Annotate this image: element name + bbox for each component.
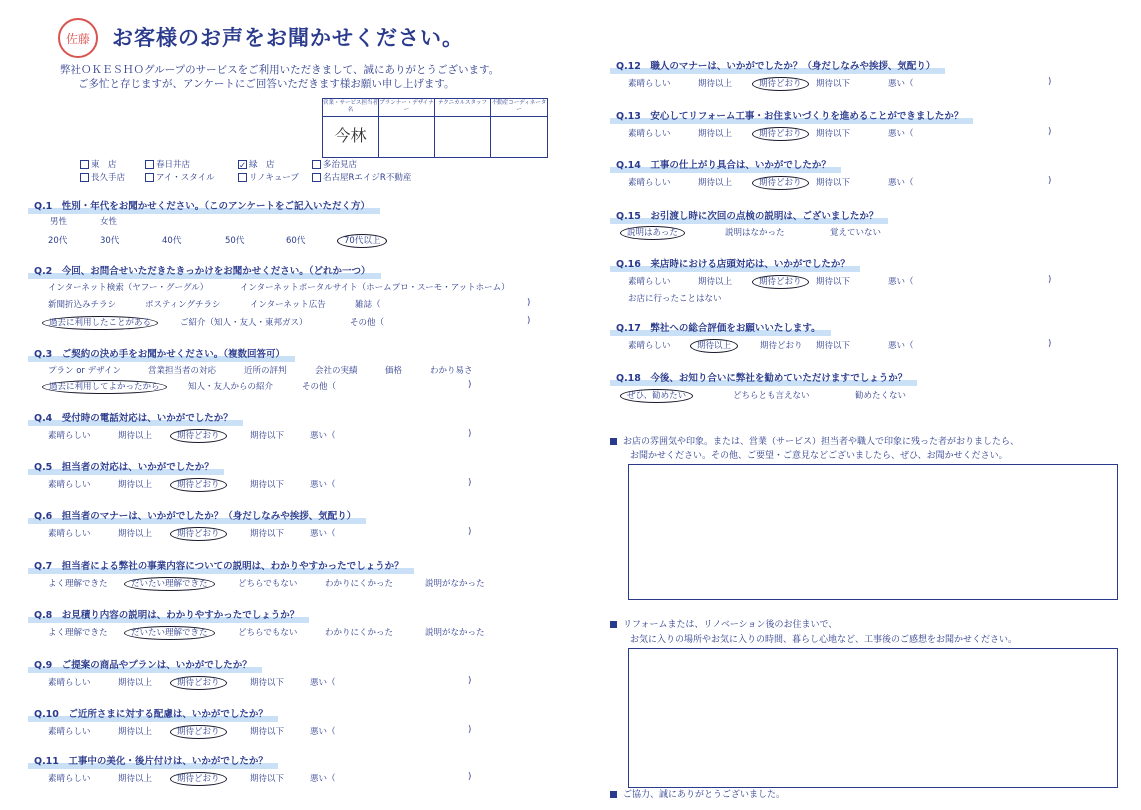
staff-header: 営業・サービス担当者名 — [323, 99, 379, 117]
staff-table — [322, 98, 548, 158]
option[interactable]: インターネットポータルサイト（ホームプロ・スーモ・アットホーム） — [240, 283, 510, 293]
option-selected[interactable]: 期待どおり — [178, 772, 219, 784]
option[interactable]: 素晴らしい — [628, 129, 671, 139]
option[interactable]: わかりにくかった — [325, 628, 394, 638]
option-selected[interactable]: 期待どおり — [178, 676, 219, 688]
option[interactable]: インターネット検索（ヤフー・グーグル） — [48, 283, 209, 293]
staff-header: テクニカルスタッフ — [435, 99, 491, 117]
option[interactable]: 期待以下 — [250, 727, 285, 737]
option[interactable]: よく理解できた — [48, 628, 108, 638]
question-title: Q.17 弊社への総合評価をお願いいたします。 — [616, 320, 821, 334]
question-title: Q.9 ご提案の商品やプランは、いかがでしたか？ — [34, 657, 252, 671]
option[interactable]: 悪い（ — [888, 129, 914, 139]
option[interactable]: 近所の評判 — [244, 366, 287, 376]
option[interactable]: 悪い（ — [888, 79, 914, 89]
question-title: Q.10 ご近所さまに対する配慮は、いかがでしたか？ — [34, 706, 268, 720]
store-checkbox[interactable]: 春日井店 — [145, 158, 190, 170]
option-selected[interactable]: 期待どおり — [760, 127, 801, 139]
option[interactable]: 素晴らしい — [628, 79, 671, 89]
paren: ) — [468, 478, 472, 488]
option[interactable]: 女性 — [100, 217, 118, 227]
option[interactable]: 悪い（ — [310, 431, 336, 441]
option-selected[interactable]: ぜひ、勧めたい — [628, 389, 685, 401]
option[interactable]: 30代 — [100, 236, 120, 246]
paren: ) — [1048, 77, 1052, 87]
question-title: Q.11 工事中の美化・後片付けは、いかがでしたか？ — [34, 753, 268, 767]
question-title: Q.15 お引渡し時に次回の点検の説明は、ございましたか？ — [616, 208, 878, 222]
option[interactable]: どちらとも言えない — [733, 391, 810, 401]
staff-sales-field[interactable]: 今林 — [323, 117, 379, 157]
option[interactable]: 期待以下 — [250, 774, 285, 784]
option[interactable]: 説明がなかった — [425, 579, 485, 589]
store-checkbox[interactable]: 多治見店 — [312, 158, 357, 170]
question-title: Q.6 担当者のマナーは、いかがでしたか？（身だしなみや挨拶、気配り） — [34, 508, 356, 522]
option[interactable]: 素晴らしい — [48, 431, 91, 441]
option[interactable]: 悪い（ — [888, 341, 914, 351]
option[interactable]: 男性 — [50, 217, 68, 227]
option[interactable]: 40代 — [162, 236, 182, 246]
paren: ) — [1048, 176, 1052, 186]
option-selected[interactable]: 期待どおり — [178, 527, 219, 539]
option[interactable]: その他（ — [302, 382, 337, 392]
option-selected[interactable]: 説明はあった — [628, 226, 677, 238]
option[interactable]: 価格 — [385, 366, 403, 376]
option[interactable]: 雑誌（ — [355, 300, 381, 310]
option-selected[interactable]: 過去に利用してよかったから — [50, 380, 159, 392]
paren: ) — [468, 380, 472, 390]
staff-header: プランナー・デザイナー — [379, 99, 435, 117]
freetext-box-2[interactable] — [628, 648, 1118, 788]
paren: ) — [468, 676, 472, 686]
option[interactable]: 素晴らしい — [48, 678, 91, 688]
option[interactable]: 知人・友人からの紹介 — [188, 382, 274, 392]
option[interactable]: 期待以上 — [118, 431, 153, 441]
option[interactable]: 悪い（ — [310, 774, 336, 784]
question-title: Q.16 来店時における店頭対応は、いかがでしたか？ — [616, 256, 850, 270]
option[interactable]: 期待以下 — [250, 431, 285, 441]
option-selected[interactable]: 過去に利用したことがある — [50, 316, 150, 328]
option[interactable]: 期待以下 — [816, 341, 851, 351]
paren: ) — [468, 725, 472, 735]
option[interactable]: 期待以上 — [698, 178, 733, 188]
paren: ) — [468, 772, 472, 782]
option[interactable]: ご紹介（知人・友人・東邦ガス） — [180, 318, 308, 328]
store-checkbox[interactable]: リノキューブ — [238, 171, 299, 183]
option[interactable]: 素晴らしい — [48, 529, 91, 539]
option-selected[interactable]: 期待どおり — [178, 478, 219, 490]
freetext-prompt-1b: お聞かせください。その他、ご要望・ご意見などございましたら、ぜひ、お聞かせください。 — [630, 451, 1008, 461]
option[interactable]: 素晴らしい — [48, 480, 91, 490]
paren: ) — [468, 429, 472, 439]
option[interactable]: 悪い（ — [310, 480, 336, 490]
option[interactable]: 悪い（ — [888, 277, 914, 287]
option[interactable]: 期待以下 — [816, 277, 851, 287]
question-title: Q.8 お見積り内容の説明は、わかりやすかったでしょうか？ — [34, 607, 299, 621]
option-selected[interactable]: 期待どおり — [178, 429, 219, 441]
option-selected[interactable]: 期待どおり — [760, 77, 801, 89]
option[interactable]: 悪い（ — [310, 529, 336, 539]
question-title: Q.2 今回、お問合せいただきたきっかけをお聞かせください。（どれか一つ） — [34, 263, 371, 277]
option[interactable]: ポスティングチラシ — [145, 300, 221, 310]
intro-line-1: 弊社ＯＫＥＳＨＯグループのサービスをご利用いただきまして、誠にありがとうございます。 — [60, 64, 500, 76]
bullet-square-icon — [610, 438, 617, 445]
option[interactable]: 期待以上 — [118, 480, 153, 490]
option[interactable]: インターネット広告 — [250, 300, 326, 310]
option[interactable]: 60代 — [286, 236, 306, 246]
option[interactable]: わかり易さ — [430, 366, 473, 376]
option[interactable]: 期待以下 — [250, 678, 285, 688]
paren: ) — [527, 316, 531, 326]
paren: ) — [1048, 127, 1052, 137]
paren: ) — [468, 527, 472, 537]
option[interactable]: 期待以上 — [698, 129, 733, 139]
option[interactable]: 説明はなかった — [725, 228, 785, 238]
staff-planner-field[interactable] — [379, 117, 435, 157]
question-title: Q.1 性別・年代をお聞かせください。（このアンケートをご記入いただく方） — [34, 198, 370, 212]
option-selected[interactable]: 期待どおり — [178, 725, 219, 737]
store-checkbox[interactable]: 長久手店 — [80, 171, 125, 183]
option[interactable]: 素晴らしい — [48, 774, 91, 784]
option[interactable]: 50代 — [225, 236, 245, 246]
option[interactable]: 覚えていない — [830, 228, 882, 238]
paren: ) — [1048, 339, 1052, 349]
option[interactable]: 期待以上 — [118, 678, 153, 688]
paren: ) — [1048, 275, 1052, 285]
store-checkbox[interactable]: 東 店 — [80, 158, 117, 170]
option[interactable]: 会社の実績 — [315, 366, 358, 376]
paren: ) — [527, 298, 531, 308]
store-checkbox-checked[interactable]: ✓ 緑 店 — [239, 160, 275, 171]
bullet-square-icon — [610, 791, 617, 798]
freetext-box-1[interactable] — [628, 464, 1118, 600]
option[interactable]: その他（ — [350, 318, 385, 328]
option-selected[interactable]: 期待以上 — [698, 339, 730, 351]
bullet-square-icon — [610, 621, 617, 628]
option[interactable]: プラン or デザイン — [48, 366, 122, 376]
company-seal: 佐藤 — [58, 18, 98, 58]
option[interactable]: 期待以上 — [118, 727, 153, 737]
option[interactable]: 営業担当者の対応 — [148, 366, 217, 376]
option[interactable]: 期待どおり — [760, 341, 803, 351]
option[interactable]: 素晴らしい — [48, 727, 91, 737]
option[interactable]: 新聞折込みチラシ — [48, 300, 117, 310]
option[interactable]: 期待以下 — [816, 129, 851, 139]
option[interactable]: 素晴らしい — [628, 178, 671, 188]
option[interactable]: 素晴らしい — [628, 341, 671, 351]
store-checkbox[interactable]: 名古屋RエイジR不動産 — [312, 171, 411, 183]
page-title: お客様のお声をお聞かせください。 — [112, 26, 464, 50]
option-selected[interactable]: 期待どおり — [760, 275, 801, 287]
freetext-prompt-2: リフォームまたは、リノベーション後のお住まいで、 — [610, 617, 837, 630]
question-title: Q.12 職人のマナーは、いかがでしたか？（身だしなみや挨拶、気配り） — [616, 58, 935, 72]
option-selected[interactable]: だいたい理解できた — [132, 577, 207, 589]
option[interactable]: 悪い（ — [310, 678, 336, 688]
option[interactable]: 勧めたくない — [855, 391, 907, 401]
intro-line-2: ご多忙と存じますが、アンケートにご回答いただきます様お願い申し上げます。 — [78, 78, 455, 90]
option[interactable]: 悪い（ — [310, 727, 336, 737]
option-selected[interactable]: だいたい理解できた — [132, 626, 207, 638]
option[interactable]: 期待以下 — [250, 480, 285, 490]
freetext-prompt-2b: お気に入りの場所やお気に入りの時間、暮らし心地など、工事後のご感想をお聞かせください。 — [630, 635, 1018, 645]
option[interactable]: どちらでもない — [238, 579, 298, 589]
question-title: Q.4 受付時の電話対応は、いかがでしたか？ — [34, 410, 233, 424]
option[interactable]: 悪い（ — [888, 178, 914, 188]
option[interactable]: 説明がなかった — [425, 628, 485, 638]
option[interactable]: 期待以上 — [698, 277, 733, 287]
freetext-prompt-1: お店の雰囲気や印象。または、営業（サービス）担当者や職人で印象に残った者がおりましたら、 — [610, 434, 1019, 447]
option[interactable]: 期待以下 — [250, 529, 285, 539]
staff-tech-field[interactable] — [435, 117, 491, 157]
staff-estate-field[interactable] — [491, 117, 547, 157]
option-selected[interactable]: 70代以上 — [345, 234, 379, 246]
option[interactable]: 20代 — [48, 236, 68, 246]
store-checkbox[interactable]: アイ・スタイル — [145, 171, 215, 183]
option[interactable]: 期待以上 — [118, 529, 153, 539]
closing-text: ご協力、誠にありがとうございました。 — [610, 787, 785, 800]
option[interactable]: 期待以上 — [698, 79, 733, 89]
question-title: Q.5 担当者の対応は、いかがでしたか？ — [34, 459, 214, 473]
question-title: Q.18 今後、お知り合いに弊社を勧めていただけますでしょうか？ — [616, 370, 907, 384]
question-title: Q.14 工事の仕上がり具合は、いかがでしたか？ — [616, 157, 831, 171]
option[interactable]: お店に行ったことはない — [628, 294, 722, 304]
option[interactable]: 期待以上 — [118, 774, 153, 784]
option[interactable]: わかりにくかった — [325, 579, 394, 589]
staff-header: 不動産コーディネーター — [491, 99, 547, 117]
question-title: Q.3 ご契約の決め手をお聞かせください。（複数回答可） — [34, 346, 285, 360]
option-selected[interactable]: 期待どおり — [760, 176, 801, 188]
option[interactable]: 期待以下 — [816, 178, 851, 188]
question-title: Q.7 担当者による弊社の事業内容についての説明は、わかりやすかったでしょうか？ — [34, 558, 404, 572]
option[interactable]: どちらでもない — [238, 628, 298, 638]
option[interactable]: よく理解できた — [48, 579, 108, 589]
question-title: Q.13 安心してリフォーム工事・お住まいづくりを進めることができましたか？ — [616, 108, 963, 122]
option[interactable]: 期待以下 — [816, 79, 851, 89]
option[interactable]: 素晴らしい — [628, 277, 671, 287]
